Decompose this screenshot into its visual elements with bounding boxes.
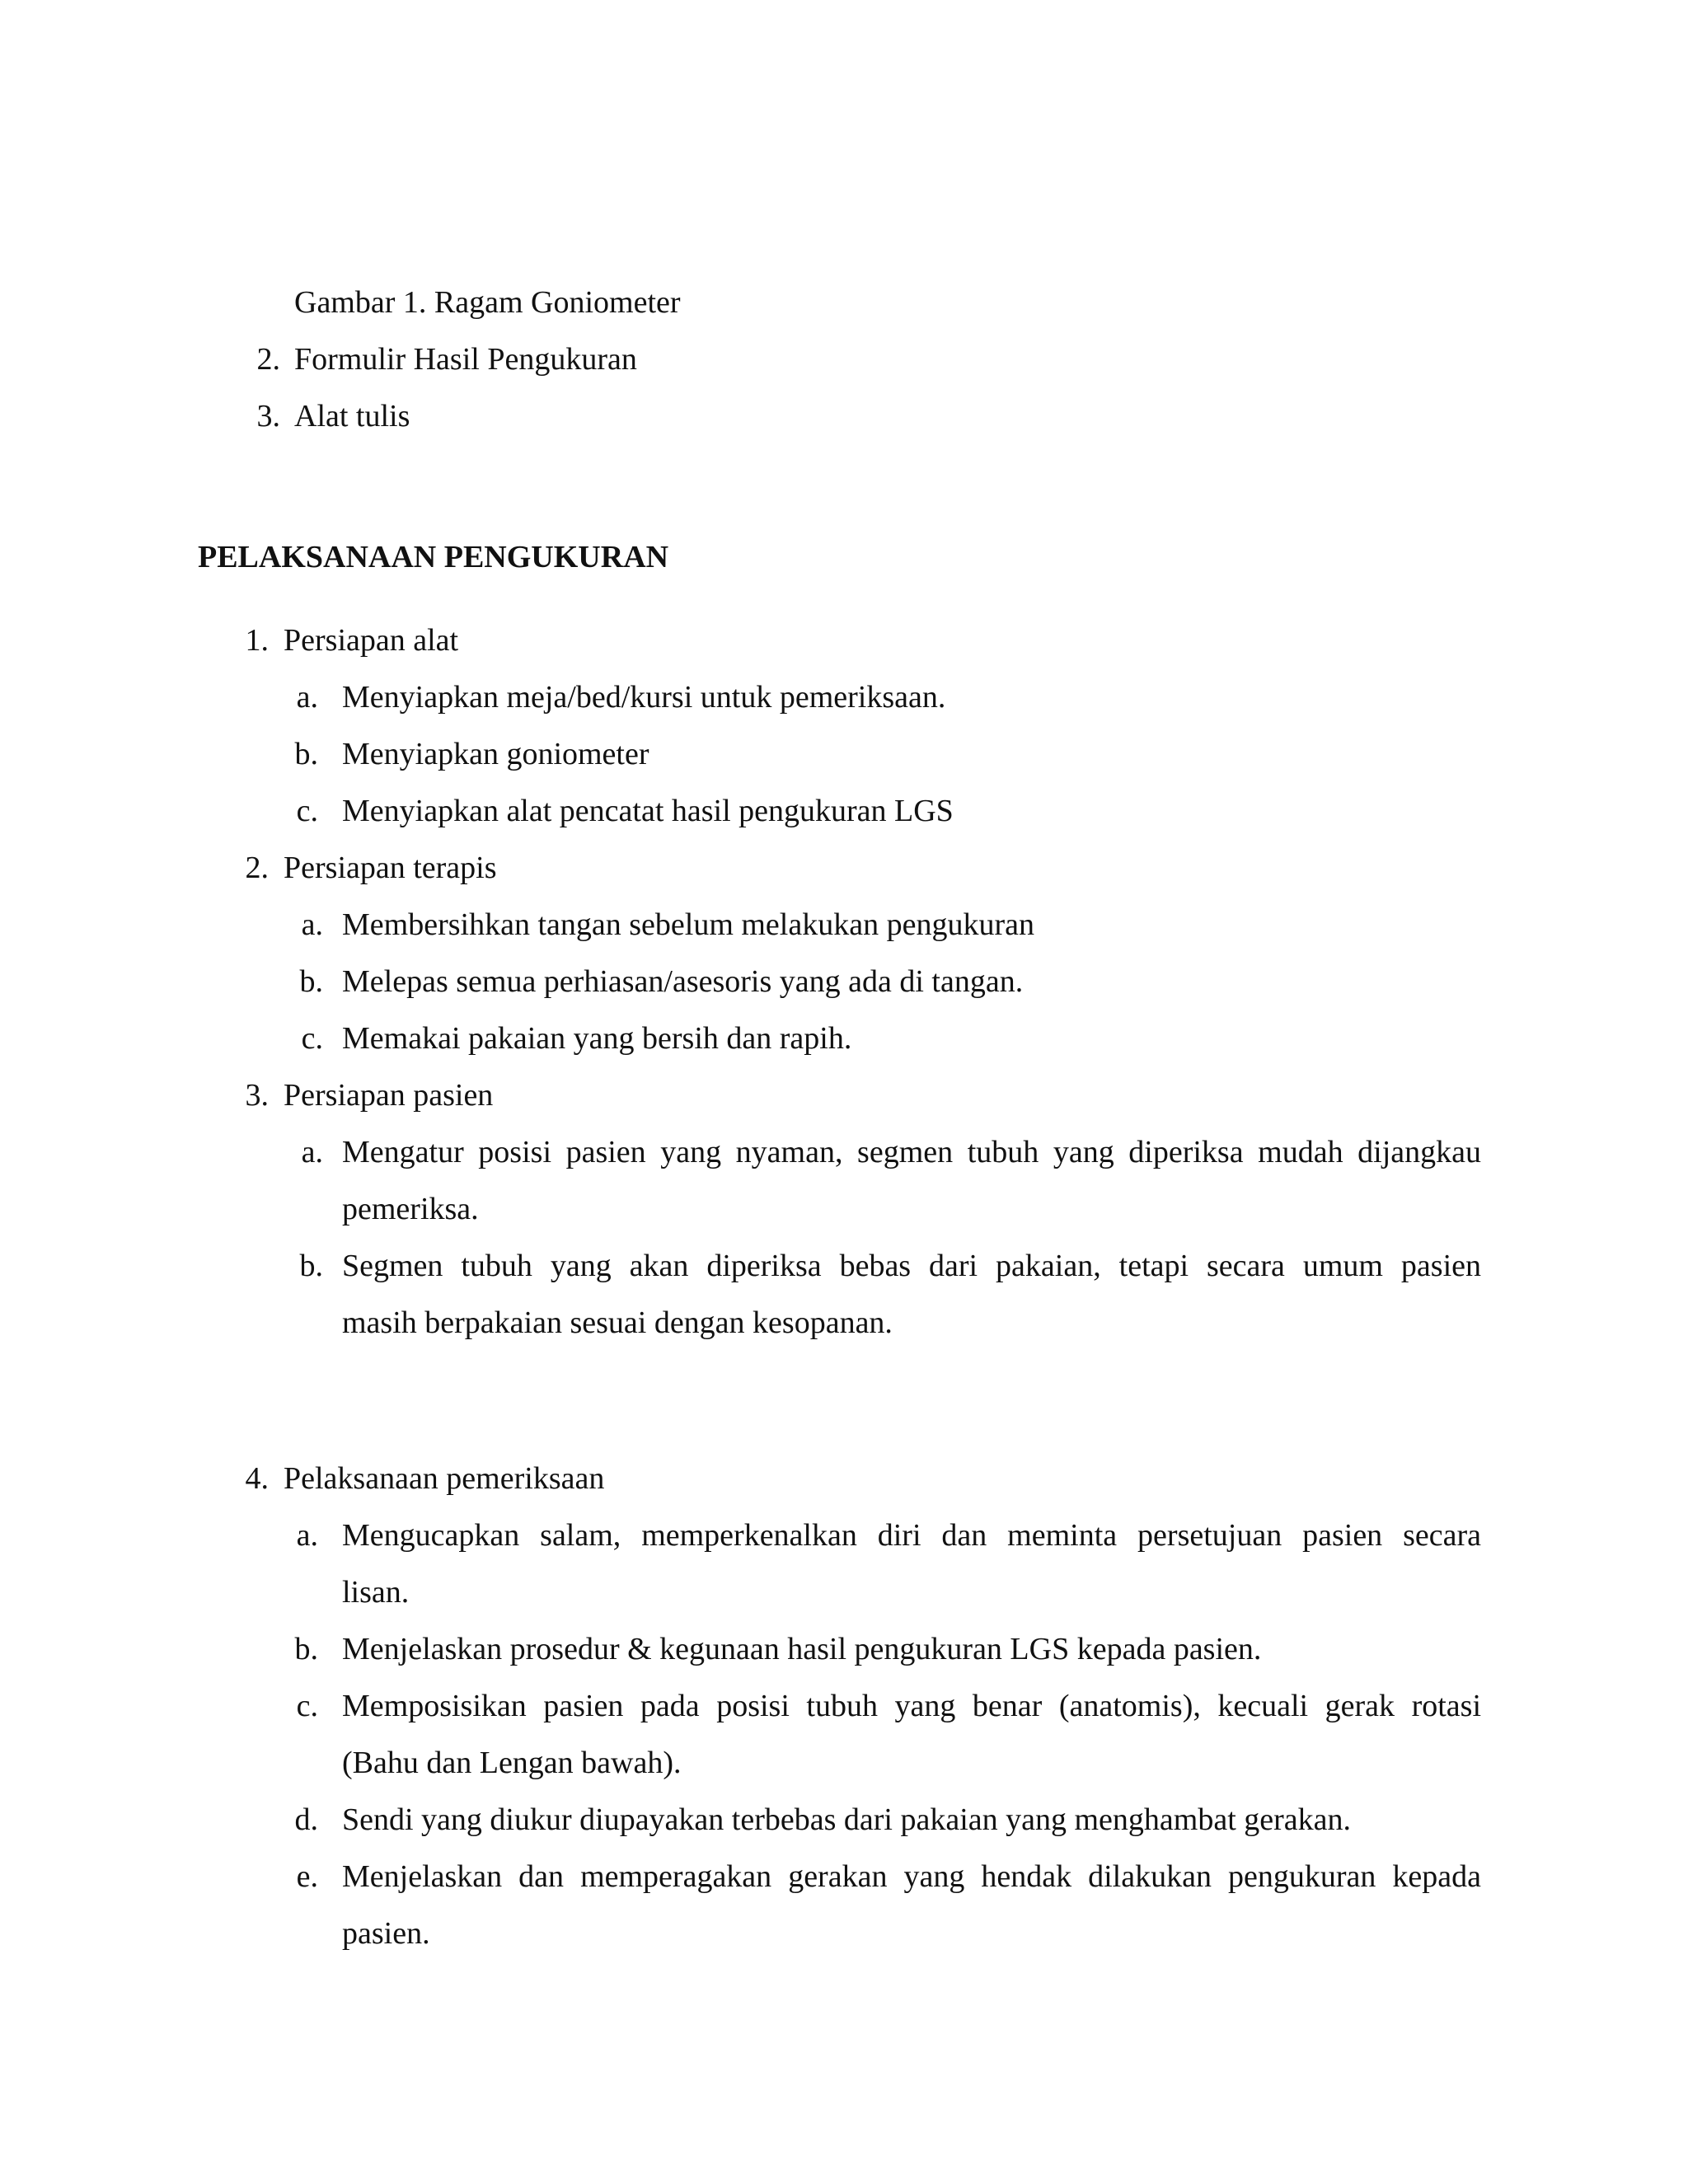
substep-letter: c.: [296, 1689, 318, 1723]
substep-letter: b.: [294, 737, 318, 771]
substep-text: Menyiapkan goniometer: [342, 737, 649, 771]
substep-text-continuation: pemeriksa.: [342, 1192, 479, 1226]
substep-letter: a.: [296, 680, 318, 715]
step-number: 3.: [245, 1078, 269, 1113]
step-title: Persiapan alat: [284, 623, 459, 658]
substep-text: Mengucapkan salam, memperkenalkan diri dan meminta persetujuan pasien secara: [342, 1518, 1481, 1553]
substep-text: Segmen tubuh yang akan diperiksa bebas dari pakaian, tetapi secara umum pasien: [342, 1249, 1481, 1283]
substep-letter: b.: [299, 1249, 323, 1283]
substep-text: Memposisikan pasien pada posisi tubuh yang benar (anatomis), kecuali gerak rotasi: [342, 1689, 1481, 1723]
substep-text: Menyiapkan alat pencatat hasil pengukuran LGS: [342, 794, 954, 828]
substep-text: Memakai pakaian yang bersih dan rapih.: [342, 1021, 852, 1056]
substep-text: Menjelaskan dan memperagakan gerakan yang hendak dilakukan pengukuran kepada: [342, 1859, 1481, 1894]
substep-text-continuation: (Bahu dan Lengan bawah).: [342, 1746, 682, 1780]
substep-letter: e.: [296, 1859, 318, 1894]
step-title: Pelaksanaan pemeriksaan: [284, 1461, 605, 1496]
substep-text: Menyiapkan meja/bed/kursi untuk pemeriksaan.: [342, 680, 946, 715]
substep-letter: c.: [296, 794, 318, 828]
substep-letter: a.: [296, 1518, 318, 1553]
tools-item-number: 2.: [256, 342, 280, 377]
substep-text-continuation: masih berpakaian sesuai dengan kesopanan.: [342, 1305, 893, 1340]
substep-letter: b.: [299, 964, 323, 999]
substep-letter: b.: [294, 1632, 318, 1666]
step-title: Persiapan terapis: [284, 851, 497, 885]
substep-text: Sendi yang diukur diupayakan terbebas dari pakaian yang menghambat gerakan.: [342, 1802, 1352, 1837]
step-title: Persiapan pasien: [284, 1078, 494, 1113]
substep-letter: a.: [301, 907, 323, 942]
substep-text: Menjelaskan prosedur & kegunaan hasil pengukuran LGS kepada pasien.: [342, 1632, 1262, 1666]
step-number: 2.: [245, 851, 269, 885]
substep-text-continuation: lisan.: [342, 1575, 410, 1610]
substep-letter: c.: [301, 1021, 323, 1056]
step-number: 4.: [245, 1461, 269, 1496]
figure-caption: Gambar 1. Ragam Goniometer: [294, 285, 681, 320]
section-heading: PELAKSANAAN PENGUKURAN: [198, 540, 669, 574]
substep-letter: a.: [301, 1135, 323, 1169]
substep-letter: d.: [294, 1802, 318, 1837]
substep-text: Membersihkan tangan sebelum melakukan pengukuran: [342, 907, 1034, 942]
tools-item-text: Alat tulis: [294, 399, 410, 434]
tools-item-text: Formulir Hasil Pengukuran: [294, 342, 637, 377]
substep-text: Melepas semua perhiasan/asesoris yang ada di tangan.: [342, 964, 1024, 999]
substep-text: Mengatur posisi pasien yang nyaman, segmen tubuh yang diperiksa mudah dijangkau: [342, 1135, 1481, 1169]
step-number: 1.: [245, 623, 269, 658]
tools-item-number: 3.: [256, 399, 280, 434]
substep-text-continuation: pasien.: [342, 1916, 430, 1951]
